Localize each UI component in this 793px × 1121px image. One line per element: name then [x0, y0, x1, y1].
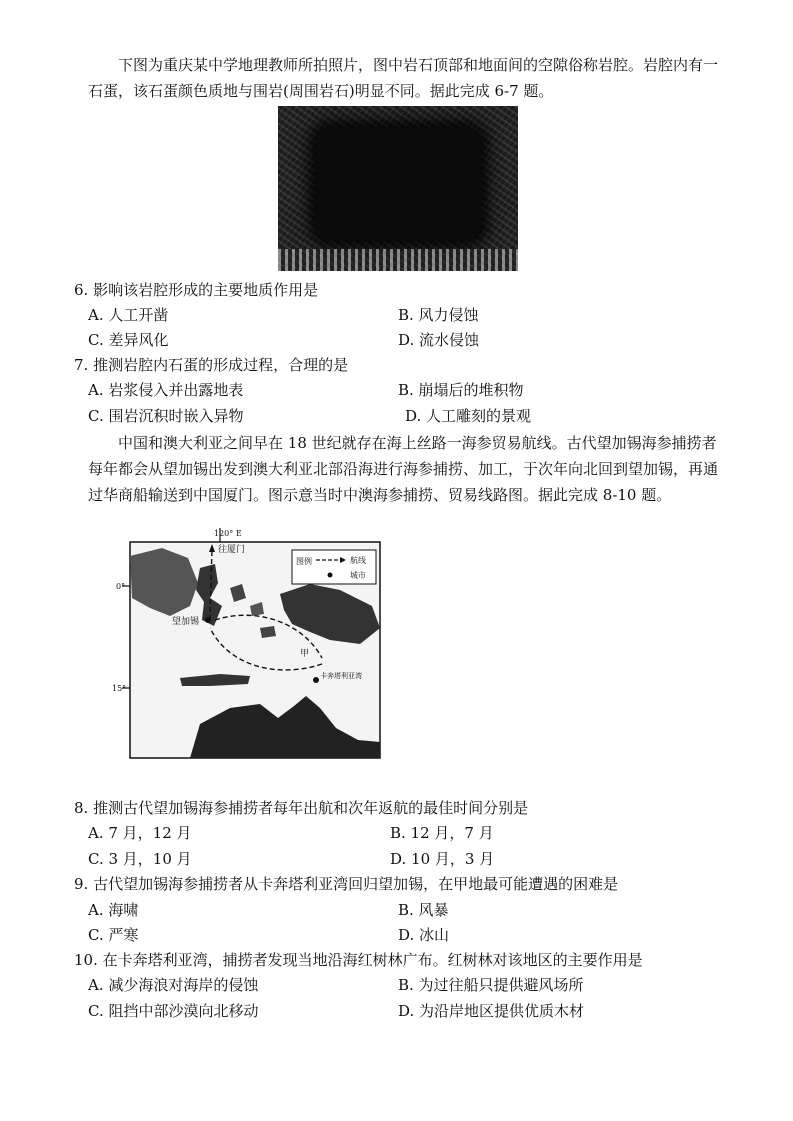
label-kabentaria: 卡奔塔利亚湾: [320, 672, 362, 680]
q6-option-b: B. 风力侵蚀: [398, 306, 479, 324]
legend-route: 航线: [350, 556, 366, 565]
q7-option-b: B. 崩塌后的堆积物: [398, 381, 524, 399]
q10-option-d: D. 为沿岸地区提供优质木材: [398, 1002, 585, 1020]
rock-cavity-photo: [278, 106, 518, 271]
label-jia: 甲: [300, 649, 310, 659]
q9-option-d: D. 冰山: [398, 926, 450, 944]
question-6-stem: 6. 影响该岩腔形成的主要地质作用是: [74, 281, 319, 299]
q7-option-a: A. 岩浆侵入并出露地表: [88, 381, 244, 399]
q9-option-b: B. 风暴: [398, 901, 449, 919]
intro-passage-1: 下图为重庆某中学地理教师所拍照片，图中岩石顶部和地面间的空隙俗称岩腔。岩腔内有一石蛋，该石蛋颜色质地与围岩(周围岩石)明显不同。据此完成 6-7 题。: [88, 56, 719, 100]
question-10-stem: 10. 在卡奔塔利亚湾，捕捞者发现当地沿海红树林广布。红树林对该地区的主要作用是: [74, 951, 643, 969]
q7-option-c: C. 围岩沉积时嵌入异物: [88, 407, 244, 425]
q9-option-a: A. 海啸: [88, 901, 139, 919]
question-8-stem: 8. 推测古代望加锡海参捕捞者每年出航和次年返航的最佳时间分别是: [74, 799, 529, 817]
q8-option-b: B. 12 月，7 月: [390, 824, 494, 842]
q7-option-d: D. 人工雕刻的景观: [405, 407, 532, 425]
legend-city: 城市: [350, 571, 366, 580]
q8-option-a: A. 7 月，12 月: [88, 824, 192, 842]
question-7-stem: 7. 推测岩腔内石蛋的形成过程，合理的是: [74, 356, 349, 374]
q9-option-c: C. 严寒: [88, 926, 139, 944]
intro-passage-2: 中国和澳大利亚之间早在 18 世纪就存在海上丝路一海参贸易航线。古代望加锡海参捕捞者每年都会从望加锡出发到澳大利亚北部沿海进行海参捕捞、加工，于次年向北回到望加锡，再通过华商船输送到中国厦门。图示意当时中澳海参捕捞、贸易线路图。据此完成 8-10 题。: [88, 434, 719, 504]
legend-title: 图例: [296, 557, 312, 566]
q6-option-c: C. 差异风化: [88, 331, 169, 349]
q6-option-d: D. 流水侵蚀: [398, 331, 480, 349]
q8-option-d: D. 10 月，3 月: [390, 850, 495, 868]
label-makassar: 望加锡: [172, 617, 200, 627]
trade-route-map: [110, 528, 390, 763]
q6-option-a: A. 人工开凿: [88, 306, 169, 324]
map-lon-label: 120° E: [214, 529, 242, 538]
q10-option-b: B. 为过往船只提供避风场所: [398, 976, 584, 994]
label-xiamen: 往厦门: [218, 545, 246, 555]
map-lat-0: 0°: [116, 582, 126, 591]
question-9-stem: 9. 古代望加锡海参捕捞者从卡奔塔利亚湾回归望加锡，在甲地最可能遭遇的困难是: [74, 875, 619, 893]
q10-option-a: A. 减少海浪对海岸的侵蚀: [88, 976, 259, 994]
map-lat-15: 15°: [112, 684, 127, 693]
q10-option-c: C. 阻挡中部沙漠向北移动: [88, 1002, 259, 1020]
q8-option-c: C. 3 月，10 月: [88, 850, 192, 868]
